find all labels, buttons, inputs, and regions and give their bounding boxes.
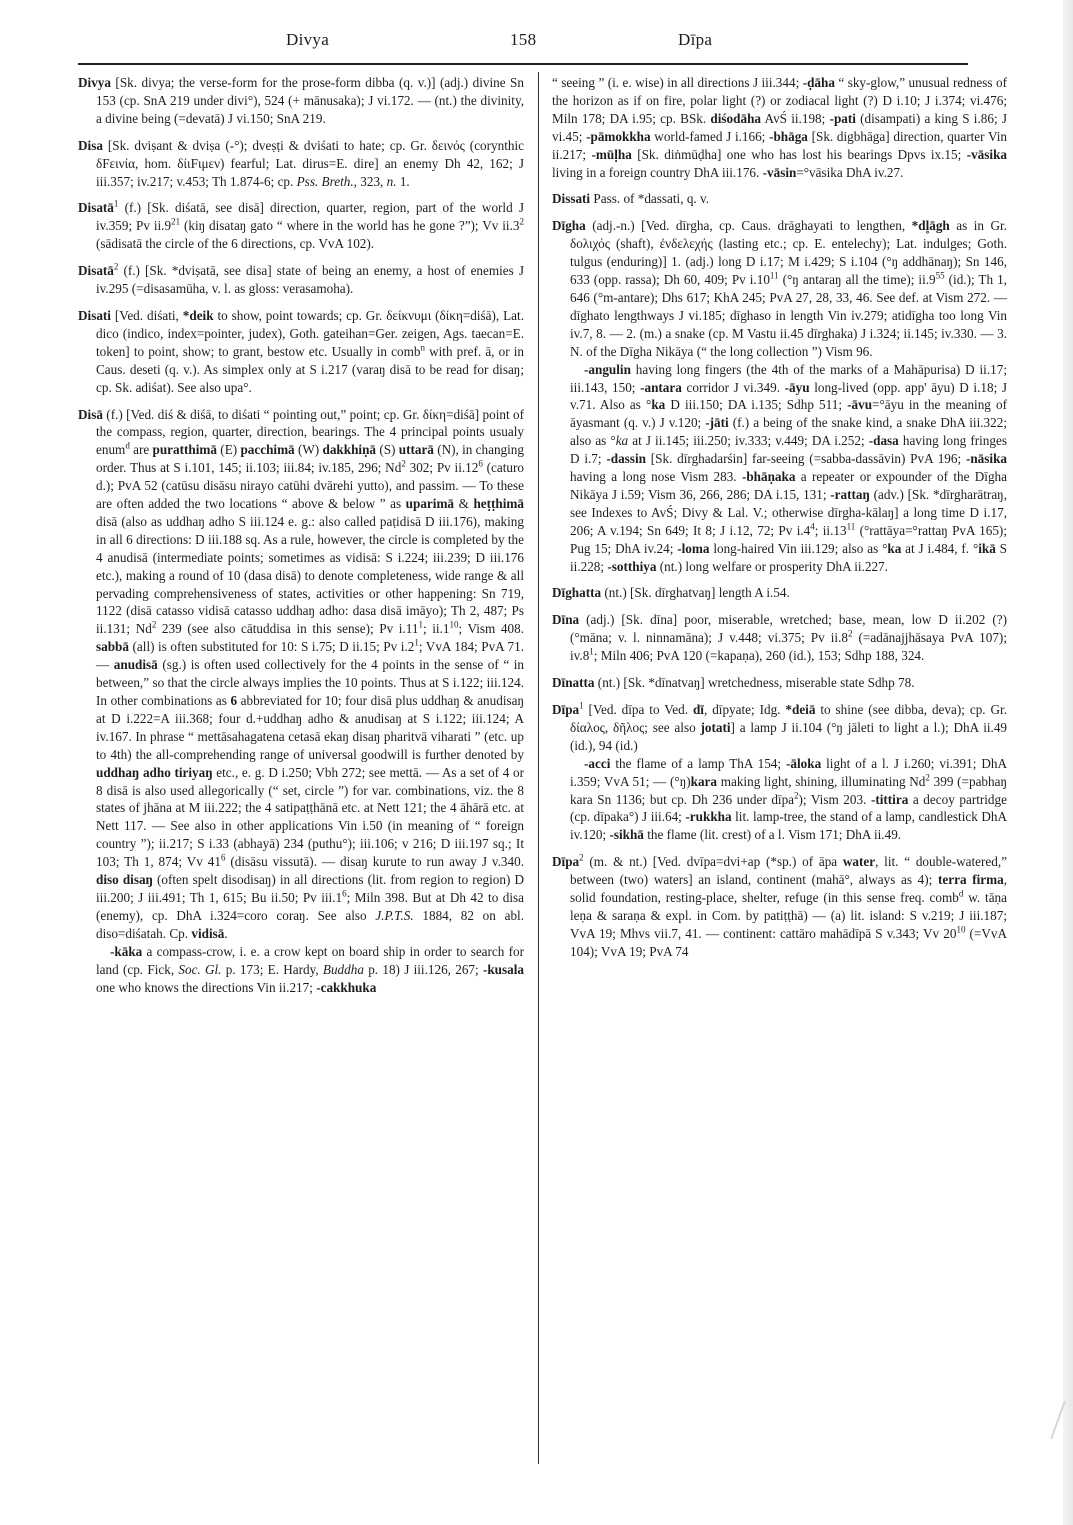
headword-homonym-number: 2 bbox=[579, 852, 584, 863]
bold-term: -rukkha bbox=[685, 809, 732, 825]
entry-text: [Ved. diśati, bbox=[110, 307, 183, 323]
entry-text: (adj.-n.) [Ved. dīrgha, cp. Caus. drāghayati to lengthen, bbox=[585, 218, 912, 234]
entry-text: (°rattāya=°rattaŋ PvA 165); Pug 15; DhA iv.24; bbox=[570, 522, 1007, 556]
bold-term: ka bbox=[887, 540, 902, 556]
entry-text: (sādisatā the circle of the 6 directions, cp. VvA 102). bbox=[96, 236, 375, 252]
entry-text: abbreviated for 10; four disā plus uddhaŋ & anudisaŋ at D i.222=A iii.368; four d.+uddhaŋ adho & anudisaŋ at S i.122; iii.124; A iv.167. In phrase “ mettāsahagatena cetasā ekaŋ disaŋ pharitvā viharati ” (etc. up to 4th) the all-comprehending range of universal goodwill is further denoted by bbox=[96, 693, 525, 762]
entry-text: ; ii.13 bbox=[814, 522, 847, 538]
entry-headword: Dīpa bbox=[552, 702, 580, 717]
bold-term: -kāka bbox=[110, 943, 143, 959]
bold-term: -ḍāha bbox=[802, 75, 835, 90]
entry-text: the flame (lit. crest) of a l. Vism 171; DhA ii.49. bbox=[643, 827, 902, 843]
entry-text: (m. & nt.) [Ved. dvīpa=dvi+ap (*sp.) of āpa bbox=[583, 854, 843, 870]
entry-text: “ sky-glow,” unusual redness of the horizon as if on fire, polar light (?) or zodiacal light (?) D i.10; J i.374; vi.476; Miln 178; DA i.95; cp. BSk. bbox=[552, 75, 1007, 126]
column-divider bbox=[538, 72, 539, 1464]
entry-text: (caturo d.); PvA 52 (catūsu disāsu nirayo catūhi dvārehi yutto), and passim. — To these are often added the two locations “ above & below ” as bbox=[96, 460, 525, 512]
bold-term: -vāsin bbox=[762, 164, 797, 180]
entry-text: [Ved. dīpa to Ved. bbox=[583, 702, 693, 717]
superscript: 6 bbox=[220, 852, 226, 863]
entry-text: (id.); Th 1, 646 (°m-antare); Dhs 617; KhA 245; PvA 27, 28, 33, 46. See def. at Vism 272. — dīghato lengthways J vi.185; dīghaso in length Vin iv.279; atidīgha too long Vin iv.7, 8. — 2. (m.) a snake (cp. M Vastu ii.45 dīrghaka) J i.324; ii.145; iv.330. — 3. N. of the Dīgha Nikāya (“ the long collection ”) Vism 96. bbox=[570, 272, 1007, 359]
bold-term: ka bbox=[651, 397, 666, 413]
bold-term: -jāti bbox=[705, 415, 729, 431]
entry-text: with pref. ā, or in Caus. deseti (q. v.). As simplex only at S i.217 (varaŋ disā to be read for disaŋ; cp. Sk. adiśat). See also upa°. bbox=[96, 343, 524, 395]
entry-text: living in a foreign country DhA iii.176. bbox=[552, 164, 763, 180]
entry-text: (often spelt disodisaŋ) in all directions (lit. from region to region) D iii.200; J iii.491; Th 1, 615; Bu ii.50; Pv iii.1 bbox=[96, 872, 524, 905]
entry-text: [Sk. diṅmūḍha] one who has lost his bearings Dpvs ix.15; bbox=[631, 146, 967, 162]
entry-headword: Dīgha bbox=[552, 218, 586, 234]
entry-text: AvŚ ii.198; bbox=[761, 110, 830, 126]
dictionary-entry bbox=[78, 199, 524, 253]
italic-ref: n. bbox=[386, 173, 397, 189]
entry-text: , 323, bbox=[353, 173, 387, 189]
entry-headword: Dīghatta bbox=[552, 585, 602, 601]
bold-term: jotati bbox=[700, 719, 731, 735]
entry-text: world-famed J i.166; bbox=[650, 128, 770, 144]
entry-text: making light, shining, illuminating Nd bbox=[717, 773, 926, 789]
entry-text: (nt.) [Sk. dīrghatvaŋ] length A i.54. bbox=[601, 585, 790, 601]
bold-term: -dasa bbox=[868, 433, 899, 449]
entry-text: having long fringes D i.7; bbox=[570, 433, 1007, 467]
bold-term: *deik bbox=[182, 307, 214, 323]
superscript: 2 bbox=[794, 790, 799, 801]
italic-ref: Soc. Gl. bbox=[178, 961, 222, 977]
entry-headword: Dīna bbox=[552, 612, 580, 628]
page-number: 158 bbox=[510, 30, 537, 49]
entry-text: (f.) a being of the snake kind, a snake DhA iii.322; also as ° bbox=[570, 415, 1008, 449]
entry-headword: Dissati bbox=[552, 191, 591, 207]
entry-text: ] a lamp J ii.104 (°ŋ jāleti to light a l.); DhA ii.49 (id.), 94 (id.) bbox=[570, 719, 1008, 753]
superscript: d bbox=[125, 440, 130, 451]
bold-term: sabbā bbox=[96, 639, 129, 655]
entry-text: “ seeing ” (i. e. wise) in all directions J iii.344; bbox=[552, 75, 803, 90]
entry-text: 239 (see also cātuddisa in this sense); Pv i.11 bbox=[156, 621, 419, 637]
italic-ref: J.P.T.S. bbox=[375, 907, 414, 923]
entry-headword: Disā bbox=[78, 406, 103, 422]
bold-term: -dassin bbox=[606, 451, 646, 467]
headword-homonym-number: 1 bbox=[113, 199, 119, 210]
dictionary-entry bbox=[78, 262, 524, 298]
bold-term: pacchimā bbox=[240, 442, 295, 458]
dictionary-entry bbox=[552, 74, 1007, 181]
entry-text: to shine (see dibba, deva); cp. Gr. δίαλος, δῆλος; see also bbox=[570, 702, 1007, 735]
bold-term: water bbox=[842, 854, 876, 870]
headword-homonym-number: 2 bbox=[113, 261, 119, 272]
entry-text: (°ŋ antaraŋ all the time); ii.9 bbox=[778, 272, 936, 288]
dictionary-entry bbox=[78, 74, 524, 128]
entry-text: disā (also as uddhaŋ adho S iii.124 e. g.: also called paṭidisā D iii.176), making in all 6 directions: D iii.188 sq. As a rule, however, the circle is completed by the 4 anudisā (intermediate points; sometimes as vidisā: S i.224; iii.239; D iii.176 etc.), making a round of 10 (dasa disā) to denote completeness, wide range & all pervading comprehensiveness of states, activities or other happening: Sn 719, 1122 (disā catasso vidisā catasso uddhaŋ adho: dasa disā imāyo); Th 2, 487; Ps ii.131; Nd bbox=[96, 513, 524, 637]
entry-text: 1884, 82 on abl. diso=diśatah. Cp. bbox=[96, 907, 524, 941]
entry-text: etc., e. g. D i.250; Vbh 272; see mettā. — As a set of 4 or 8 disā is also used allegorically (“ set, circle ”) for var. combinations, viz. the 8 states of jhāna at M iii.222; the 4 satipaṭṭhānā etc. at Nett 121; the 4 āhārā etc. at Nett 117. — See also in other applications Vin i.50 (in meaning of “ foreign country ”); ii.217; S i.33 (abhayā) 234 (puthu°); iii.106; v 216; D iii.197 sq.; It 103; Th 1, 874; Vv 41 bbox=[96, 764, 524, 870]
entry-text: light of a l. J i.260; vi.391; DhA i.359; VvA 51; — (°ŋ) bbox=[570, 755, 1007, 789]
entry-text: w. tāṇa leṇa & saraṇa & expl. in Com. by patiṭṭhā) — (a) lit. island: S v.219; J iii.187; VvA 19; Mhvs vii.7, 41. — continent: cattāro mahādīpā S v.343; Vv 20 bbox=[570, 890, 1007, 941]
bold-term: -vāsika bbox=[966, 146, 1007, 162]
superscript: 2 bbox=[925, 772, 930, 783]
dictionary-entry bbox=[552, 701, 1007, 844]
entry-text: D iii.150; DA i.135; Sdhp 511; bbox=[665, 397, 848, 413]
bold-term: dī bbox=[692, 702, 704, 717]
superscript: 1 bbox=[589, 646, 594, 657]
entry-text: 399 (=pabhaŋ kara Sn 1136; but cp. Dh 236 under dīpa bbox=[570, 773, 1007, 807]
superscript: 2 bbox=[519, 216, 524, 227]
italic-ref: Pss. Breth. bbox=[296, 173, 354, 189]
entry-text: 1. bbox=[396, 173, 410, 189]
entry-text: (disāsu vissutā). — disaŋ kurute to run away J v.340. bbox=[225, 854, 524, 870]
dictionary-entry bbox=[78, 406, 524, 997]
entry-text: ; VvA 184; PvA 71. — bbox=[96, 639, 524, 673]
header-rule bbox=[78, 63, 968, 65]
bold-term: -tittira bbox=[870, 791, 909, 807]
bold-term: ikā bbox=[978, 540, 996, 556]
entry-headword: Divya bbox=[78, 75, 111, 90]
entry-text: (disampati) a king S i.86; J vi.45; bbox=[552, 110, 1007, 144]
entry-text: Pass. of *dassati, q. v. bbox=[590, 191, 710, 207]
bold-term: -bhāga bbox=[769, 128, 808, 144]
entry-text: a decoy partridge (cp. dīpaka°) J iii.64; bbox=[570, 791, 1007, 825]
entry-text: (kiŋ disataŋ gato “ where in the world has he gone ?”); Vv ii.3 bbox=[180, 218, 520, 234]
superscript: n bbox=[420, 342, 425, 353]
entry-text: corridor J vi.349. bbox=[681, 379, 785, 395]
entry-headword: Dīpa bbox=[552, 854, 580, 870]
superscript: 2 bbox=[401, 458, 406, 469]
superscript: 10 bbox=[956, 924, 966, 935]
sub-entry bbox=[570, 755, 1007, 845]
entry-text: (nt.) [Sk. *dīnatvaŋ] wretchedness, miserable state Sdhp 78. bbox=[594, 675, 915, 691]
entry-text: ); Vism 203. bbox=[798, 791, 871, 807]
bold-term: -āvu bbox=[847, 397, 873, 413]
superscript: 1 bbox=[418, 619, 423, 630]
entry-text: the flame of a lamp ThA 154; bbox=[610, 755, 786, 771]
bold-term: uttarā bbox=[398, 442, 434, 458]
dictionary-entry bbox=[78, 137, 524, 191]
superscript: 11 bbox=[846, 521, 856, 532]
bold-term: -mūḷha bbox=[591, 146, 632, 162]
entry-text: , lit. “ double-watered,” between (two) waters] an island, continent (mahā°, always as 4); bbox=[570, 854, 1007, 888]
bold-term: -cakkhuka bbox=[316, 979, 377, 995]
entry-headword: Disati bbox=[78, 307, 111, 323]
entry-headword: Disa bbox=[78, 137, 103, 153]
entry-text: lit. lamp-tree, the stand of a lamp, candlestick DhA iv.120; bbox=[570, 809, 1007, 843]
entry-text: (f.) [Sk. diśatā, see disā] direction, quarter, region, part of the world J iv.359; Pv ii.9 bbox=[96, 200, 524, 234]
bold-term: anudisā bbox=[113, 657, 158, 673]
bold-term: diśodāha bbox=[710, 110, 762, 126]
dictionary-entry bbox=[552, 611, 1007, 665]
entry-text: [Sk. dviṣant & dviṣa (-°); dveṣṭi & dviśati to hate; cp. Gr. δεινός (corynthic δFεινία, hom. δίιFιμεν) fearful; Lat. dirus=E. dire] an enemy Dh 42, 162; J iii.357; iv.217; v.453; Th 1.874-6; cp. bbox=[96, 137, 524, 189]
entry-text: ; Miln 398. But at Dh 42 to disa (enemy), cp. DhA i.324=coro coraŋ. See also bbox=[96, 889, 524, 923]
bold-term: puratthimā bbox=[152, 442, 217, 458]
bold-term: -rattaŋ bbox=[830, 486, 870, 502]
entry-text: =°āyu in the meaning of āyasmant (q. v.) J v.120; bbox=[570, 397, 1008, 431]
running-head-right: Dīpa bbox=[678, 30, 713, 49]
headword-homonym-number: 1 bbox=[579, 700, 584, 711]
entry-text: (all) is often substituted for 10: S i.75; D ii.15; Pv i.2 bbox=[129, 639, 415, 655]
entry-text: [Sk. digbhāga] direction, quarter Vin ii.217; bbox=[552, 128, 1008, 162]
entry-text: a compass-crow, i. e. a crow kept on board ship in order to search for land (cp. Fick, bbox=[96, 943, 524, 977]
bold-term: -pati bbox=[829, 110, 856, 126]
entry-text: at J ii.145; iii.250; iv.333; v.449; DA i.252; bbox=[628, 433, 869, 449]
bold-term: uparimā bbox=[405, 496, 455, 512]
entry-text: (f.) [Ved. diś & diśā, to diśati “ pointing out,” point; cp. Gr. δίκη=diśā] point of the compass, region, quarter, direction, bearings. The 4 principal points usualy enum bbox=[96, 406, 524, 458]
dictionary-entry bbox=[552, 217, 1007, 575]
entry-text: (f.) [Sk. *dviṣatā, see disa] state of being an enemy, a host of enemies J iv.295 (=disasamūha, v. l. as gloss: verasamoha). bbox=[96, 263, 524, 297]
entry-text: =°vāsika DhA iv.27. bbox=[796, 164, 904, 180]
sub-entry bbox=[96, 943, 524, 997]
superscript: 4 bbox=[810, 521, 815, 532]
entry-text: (adv.) [Sk. *dīrgharātraŋ, see Indexes to AvŚ; Divy & Lal. V.; otherwise dīrgha-kālaŋ] a long time D i.17, 206; A v.194; Sn 649; It 8; J i.12, 72; Pv i.4 bbox=[570, 486, 1007, 538]
dictionary-entry bbox=[552, 853, 1007, 960]
dictionary-entry bbox=[78, 307, 524, 397]
dictionary-entry bbox=[552, 190, 1007, 208]
entry-text: p. 173; E. Hardy, bbox=[221, 961, 323, 977]
entry-text: (adj.) [Sk. dīna] poor, miserable, wretched; base, mean, low D ii.202 (?) (°māna; v. l. ninnamāna); J v.448; vi.375; Pv ii.8 bbox=[570, 612, 1007, 646]
entry-text: (=adānajjhāsaya PvA 107); iv.8 bbox=[570, 630, 1007, 664]
entry-text: ; ii.1 bbox=[422, 621, 450, 637]
entry-text: (=VvA 104); VvA 19; PvA 74 bbox=[570, 925, 1007, 959]
entry-headword: Disatā bbox=[78, 200, 114, 216]
entry-text: as in Gr. δολιχός (shaft), ἐνδελεχής (lasting etc.; cp. E. entelechy); Lat. indulges; Goth. tulgus (enduring)] 1. (adj.) long D i.17; M i.429; S i.104 (°ŋ addhānaŋ); Sn 146, 633 (opp. rassa); Dh 60, 409; Pv i.10 bbox=[570, 218, 1008, 288]
bold-term: -acci bbox=[584, 755, 611, 771]
bold-term: kara bbox=[690, 773, 717, 789]
running-head-left: Divya bbox=[286, 30, 330, 49]
bold-term: -bhāṇaka bbox=[741, 469, 796, 485]
bold-term: -antara bbox=[640, 379, 682, 395]
entry-text: ; Vism 408. bbox=[458, 621, 525, 637]
right-column bbox=[552, 74, 1007, 970]
bold-term: -angulin bbox=[584, 361, 631, 377]
entry-text: having a long nose Vism 283. bbox=[570, 469, 742, 485]
entry-text: (N), in changing order. Thus at S i.101, 145; ii.103; iii.84; iv.185, 296; Nd bbox=[96, 442, 524, 476]
bold-term: 6 bbox=[230, 693, 238, 708]
bold-term: uddhaŋ adho tiriyaŋ bbox=[96, 764, 213, 780]
entry-text: one who knows the directions Vin ii.217; bbox=[96, 979, 317, 995]
bold-term: heṭṭhimā bbox=[473, 496, 524, 512]
entry-text: at J i.484, f. ° bbox=[901, 540, 979, 556]
page-header bbox=[78, 30, 968, 58]
bold-term: dakkhiṇā bbox=[322, 442, 377, 458]
bold-term: terra firma bbox=[938, 872, 1004, 888]
superscript: 21 bbox=[171, 216, 181, 227]
page-edge-shadow bbox=[1063, 0, 1073, 1525]
superscript: 55 bbox=[935, 270, 945, 281]
bold-term: -sikhā bbox=[609, 827, 644, 843]
entry-text: [Sk. dīrghadarśin] far-seeing (=sabba-dassāvin) PvA 196; bbox=[645, 451, 966, 467]
italic-ref: Buddha bbox=[322, 961, 364, 977]
dictionary-entry bbox=[552, 584, 1007, 602]
entry-text: having long fingers (the 4th of the marks of a Mahāpurisa) D ii.17; iii.143, 150; bbox=[570, 361, 1007, 395]
bold-term: -nāsika bbox=[965, 451, 1007, 467]
left-column bbox=[78, 74, 524, 1005]
entry-text: to show, point towards; cp. Gr. δείκνυμι (δίκη=diśā), Lat. dico (indico, index=pointer, judex), Goth. gateihan=Ger. zeigen, Ags. taecan=E. token] to point, show; to grant, bestow etc. Usually in comb bbox=[96, 307, 524, 359]
bold-term: -sotthiya bbox=[607, 558, 657, 574]
superscript: d bbox=[958, 888, 964, 899]
bold-term: -kusala bbox=[482, 961, 524, 977]
bold-term: *dl̥āgh bbox=[911, 218, 950, 234]
bold-term: -loma bbox=[677, 540, 710, 556]
entry-text: S ii.228; bbox=[570, 540, 1007, 574]
entry-text: (S) bbox=[376, 442, 399, 458]
superscript: 2 bbox=[847, 628, 853, 639]
bold-term: diso disaŋ bbox=[96, 872, 153, 888]
entry-text: are bbox=[129, 442, 153, 458]
entry-text: p. 18) J iii.126, 267; bbox=[363, 961, 483, 977]
entry-text: [Sk. divya; the verse-form for the prose-form dibba (q. v.)] (adj.) divine Sn 153 (cp. SnA 219 under divi°), 524 (+ mānusaka); J vi.172. — (nt.) the divinity, a divine being (=devatā) J vi.150; SnA 219. bbox=[96, 75, 524, 126]
superscript: 11 bbox=[769, 270, 779, 281]
bold-term: -āloka bbox=[786, 755, 822, 771]
entry-text: long-haired Vin iii.129; also as ° bbox=[709, 540, 888, 556]
entry-text: & bbox=[454, 496, 474, 512]
bold-term: -āyu bbox=[784, 379, 810, 395]
entry-headword: Dīnatta bbox=[552, 675, 595, 691]
bold-term: vidisā bbox=[191, 925, 225, 941]
entry-text: long-lived (opp. app' āyu) D i.18; J v.71. Also as ° bbox=[570, 379, 1007, 413]
superscript: 6 bbox=[342, 888, 347, 899]
entry-text: (E) bbox=[217, 442, 241, 458]
entry-text: . bbox=[224, 925, 228, 941]
dictionary-entry bbox=[552, 674, 1007, 692]
superscript: 1 bbox=[414, 637, 419, 648]
entry-text: , dīpyate; Idg. bbox=[703, 702, 786, 717]
bold-term: *deiā bbox=[785, 702, 816, 717]
entry-text: 302; Pv ii.12 bbox=[405, 460, 479, 476]
entry-text: a repeater or expounder of the Dīgha Nikāya J i.59; Vism 36, 266, 286; DA i.15, 131; bbox=[570, 469, 1007, 502]
italic-ref: ka bbox=[615, 433, 629, 449]
superscript: 2 bbox=[151, 619, 157, 630]
superscript: 6 bbox=[478, 458, 483, 469]
entry-text: (W) bbox=[294, 442, 323, 458]
entry-text: (sg.) is often used collectively for the 4 points in the sense of “ in between,” so that the circle always implies the 10 points. Thus at S i.122; iii.124. In other combinations as bbox=[96, 657, 524, 708]
entry-text: (nt.) long welfare or prosperity DhA ii.227. bbox=[656, 558, 888, 574]
entry-text: ; Miln 406; PvA 120 (=kapaṇa), 260 (id.), 153; Sdhp 188, 324. bbox=[593, 648, 925, 664]
entry-headword: Disatā bbox=[78, 263, 114, 279]
bold-term: -pāmokkha bbox=[586, 128, 651, 144]
entry-text: , solid foundation, resting-place, shelter, refuge (in this sense freq. comb bbox=[570, 872, 1007, 906]
sub-entry bbox=[570, 361, 1007, 576]
superscript: 10 bbox=[449, 619, 459, 630]
